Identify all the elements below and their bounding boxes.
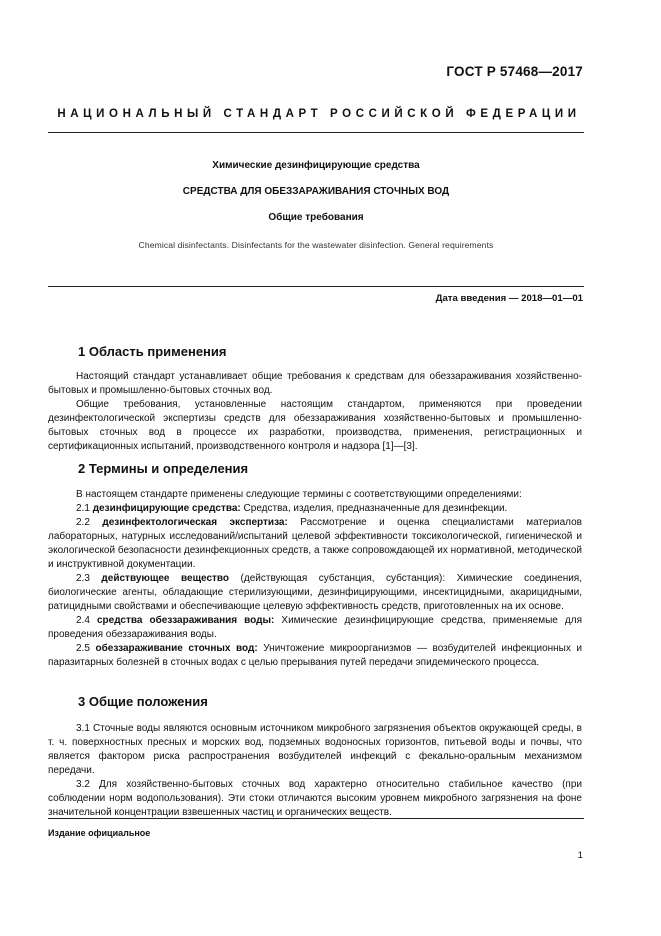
term-number: 2.2	[76, 517, 90, 528]
term-number: 2.1	[76, 503, 90, 514]
english-title: Chemical disinfectants. Disinfectants for the wastewater disinfection. General requirements	[138, 240, 494, 250]
middle-divider	[48, 286, 584, 287]
national-standard-heading: НАЦИОНАЛЬНЫЙ СТАНДАРТ РОССИЙСКОЙ ФЕДЕРАЦИИ	[57, 108, 581, 120]
title-line-3: Общие требования	[268, 212, 364, 223]
title-line-1: Химические дезинфицирующие средства	[212, 160, 420, 171]
section-1-title: 1 Область применения	[78, 344, 227, 359]
term-entry	[48, 614, 582, 642]
paragraph: Настоящий стандарт устанавливает общие требования к средствам для обеззараживания хозяйственно-бытовых и промышленно-бытовых сточных вод.	[48, 371, 582, 396]
date-of-introduction: Дата введения — 2018—01—01	[435, 293, 583, 304]
paragraph: 3.2 Для хозяйственно-бытовых сточных вод характерно относительно стабильное качество (при соблюдении норм водопользования). Эти стоки отличаются высоким уровнем микробного загрязнения на фоне значительной концентрации взвешенных частиц и органических веществ.	[48, 779, 582, 818]
term-name: обеззараживание сточных вод:	[95, 643, 258, 654]
term-number: 2.3	[76, 573, 90, 584]
paragraph: Общие требования, установленные настоящим стандартом, применяются при проведении дезинфектологической экспертизы средств для обеззараживания хозяйственно-бытовых и промышленно-бытовых сточных вод в процессе их разработки, производства, применения, регистрационных и сертификационных испытаний, производственного контроля и надзора [1]—[3].	[48, 399, 582, 452]
term-definition: Рассмотрение и оценка специалистами материалов лабораторных, натурных исследований/испытаний целевой эффективности токсикологической, гигиенической и экологической безопасности дезинфекционных средств, а также сопровождающей их нормативной, методической и инструктивной документации.	[48, 517, 582, 570]
term-entry	[48, 642, 582, 670]
term-name: действующее вещество	[101, 573, 230, 584]
section-2-title: 2 Термины и определения	[78, 461, 249, 476]
paragraph: 3.1 Сточные воды являются основным источником микробного загрязнения объектов окружающей среды, в т. ч. поверхностных пресных и морских вод, подземных водоносных горизонтов, питьевой воды и почвы, что является фактором риска распространения возбудителей инфекций с фекально-оральным механизмом передачи.	[48, 723, 582, 776]
paragraph: В настоящем стандарте применены следующие термины с соответствующими определениями:	[76, 489, 522, 500]
page-number: 1	[577, 850, 583, 861]
term-entry	[48, 516, 582, 572]
term-number: 2.5	[76, 643, 90, 654]
section-3-body	[48, 722, 582, 820]
section-1-body	[48, 370, 582, 454]
document-code: ГОСТ Р 57468—2017	[446, 64, 583, 79]
term-definition: (действующая субстанция, субстанция): Химические соединения, биологические агенты, обладающие стерилизующими, дезинфицирующими, инсектицидными, акарицидными, ратицидными свойствами и обеспечивающие целевую эффективность средств, приготовленных на их основе.	[48, 573, 583, 612]
term-name: средства обеззараживания воды:	[96, 615, 275, 626]
term-name: дезинфицирующие средства:	[92, 503, 241, 514]
term-entry	[48, 502, 582, 516]
top-divider	[48, 132, 584, 133]
official-edition-label: Издание официальное	[48, 828, 151, 838]
term-definition: Средства, изделия, предназначенные для дезинфекции.	[240, 503, 508, 514]
term-definition: Уничтожение микроорганизмов — возбудителей инфекционных и паразитарных болезней в сточных водах с целью прерывания путей передачи эпидемического процесса.	[48, 643, 583, 668]
term-name: дезинфектологическая экспертиза:	[102, 517, 288, 528]
section-2-body	[48, 488, 582, 670]
section-3-title: 3 Общие положения	[78, 694, 208, 709]
bottom-divider	[48, 818, 584, 819]
title-line-2: СРЕДСТВА ДЛЯ ОБЕЗЗАРАЖИВАНИЯ СТОЧНЫХ ВОД	[182, 186, 450, 197]
term-entry	[48, 572, 582, 614]
term-number: 2.4	[76, 615, 90, 626]
term-definition: Химические дезинфицирующие средства, применяемые для проведения обеззараживания воды.	[48, 615, 583, 640]
